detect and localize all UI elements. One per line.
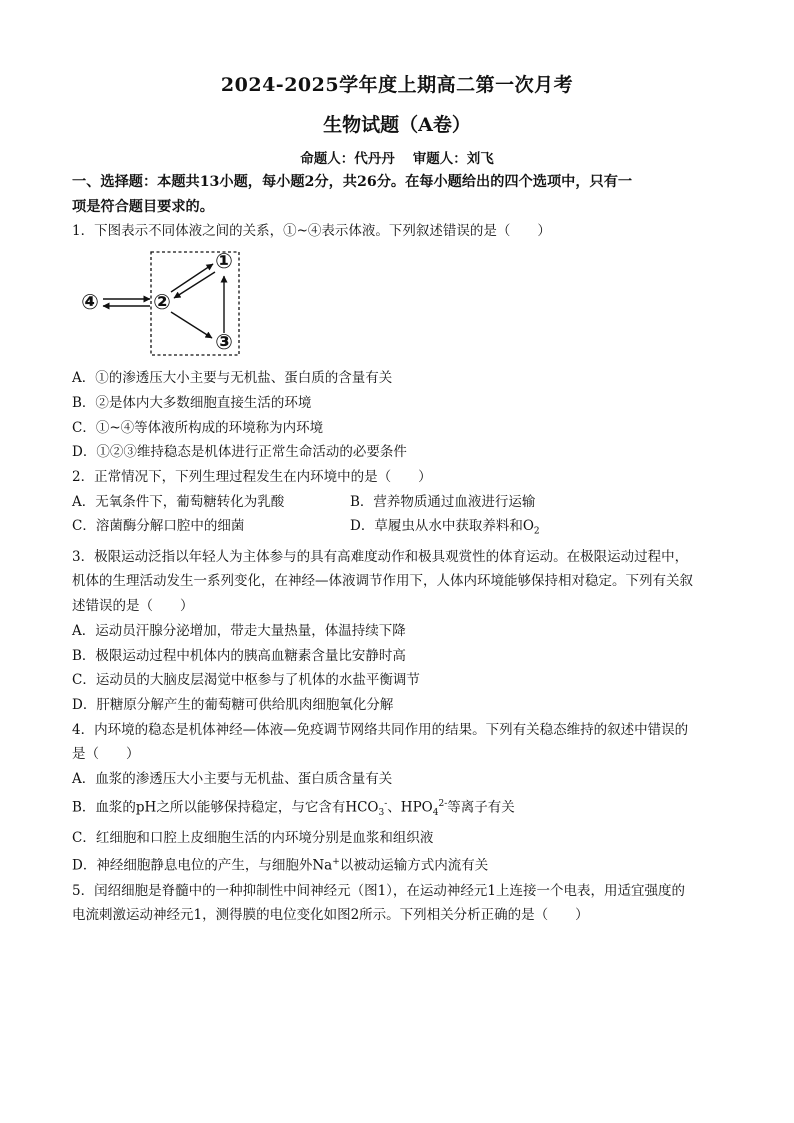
- exam-subtitle: 生物试题（A卷）: [323, 114, 471, 136]
- question-5-stem-line1: 5．闰绍细胞是脊髓中的一种抑制性中间神经元（图1），在运动神经元1上连接一个电表，用适宜强度的: [72, 882, 686, 899]
- question-3-option-a: A．运动员汗腺分泌增加，带走大量热量，体温持续下降: [72, 622, 406, 639]
- node-3: ③: [215, 330, 233, 355]
- question-4-option-b: B．血浆的pH之所以能够保持稳定，与它含有$HCO_3^-$、$HPO_4^{2-}$等离子有关: [72, 798, 515, 818]
- node-4: ④: [81, 290, 99, 315]
- node-1: ①: [215, 250, 233, 274]
- section-heading-line2: 项是符合题目要求的。: [72, 198, 214, 215]
- question-1-option-b: B．②是体内大多数细胞直接生活的环境: [72, 394, 312, 411]
- question-2-row-cd: [72, 514, 722, 544]
- question-3-stem-line3: 述错误的是（ ）: [72, 598, 194, 615]
- arrow-2-to-3: [171, 312, 212, 338]
- question-4-option-d: D．神经细胞静息电位的产生，与细胞外Na+以被动运输方式内流有关: [72, 857, 489, 874]
- question-3-option-d: D．肝糖原分解产生的葡萄糖可供给肌肉细胞氧化分解: [72, 696, 394, 713]
- question-2-stem: 2．正常情况下，下列生理过程发生在内环境中的是（ ）: [72, 468, 432, 485]
- exam-title: 2024-2025学年度上期高二第一次月考: [220, 74, 574, 96]
- question-2-option-b: B．营养物质通过血液进行运输: [350, 493, 536, 510]
- author-label: 命题人：代丹丹: [300, 151, 395, 167]
- question-2-option-c: C．溶菌酶分解口腔中的细菌: [72, 518, 245, 535]
- question-1-option-d: D．①②③维持稳态是机体进行正常生命活动的必要条件: [72, 444, 407, 461]
- body-fluid-diagram: [74, 250, 264, 362]
- question-3-stem-line2: 机体的生理活动发生一系列变化，在神经—体液调节作用下，人体内环境能够保持相对稳定。下列有关叙: [72, 573, 693, 590]
- question-1-option-a: A．①的渗透压大小主要与无机盐、蛋白质的含量有关: [72, 370, 393, 387]
- question-1-diagram: [72, 244, 722, 366]
- question-4-option-c: C．红细胞和口腔上皮细胞生活的内环境分别是血浆和组织液: [72, 829, 434, 846]
- question-4-stem-line2: 是（ ）: [72, 746, 140, 763]
- node-2: ②: [153, 290, 171, 315]
- exam-content: [72, 170, 722, 928]
- question-1-stem: 1．下图表示不同体液之间的关系，①~④表示体液。下列叙述错误的是（ ）: [72, 223, 551, 240]
- question-3-option-c: C．运动员的大脑皮层渴觉中枢参与了机体的水盐平衡调节: [72, 672, 420, 689]
- question-5-stem-line2: 电流刺激运动神经元1，测得膜的电位变化如图2所示。下列相关分析正确的是（ ）: [72, 907, 589, 924]
- section-heading-line1: 一、选择题：本题共13小题，每小题2分，共26分。在每小题给出的四个选项中，只有一: [72, 174, 633, 190]
- author-line: [0, 147, 794, 167]
- question-1-option-c: C．①~④等体液所构成的环境称为内环境: [72, 419, 324, 436]
- question-4-option-a: A．血浆的渗透压大小主要与无机盐、蛋白质含量有关: [72, 771, 393, 788]
- reviewer-label: 审题人：刘飞: [412, 151, 494, 167]
- question-2-option-d: D．草履虫从水中获取养料和$O_2$: [350, 518, 540, 538]
- question-4-stem-line1: 4．内环境的稳态是机体神经—体液—免疫调节网络共同作用的结果。下列有关稳态维持的叙述中错误的: [72, 721, 689, 738]
- question-2-row-ab: [72, 490, 722, 515]
- question-3-stem-line1: 3．极限运动泛指以年轻人为主体参与的具有高难度动作和极具观赏性的体育运动。在极限运动过程中，: [72, 548, 689, 565]
- question-3-option-b: B．极限运动过程中机体内的胰高血糖素含量比安静时高: [72, 647, 406, 664]
- question-2-option-a: A．无氧条件下，葡萄糖转化为乳酸: [72, 493, 285, 510]
